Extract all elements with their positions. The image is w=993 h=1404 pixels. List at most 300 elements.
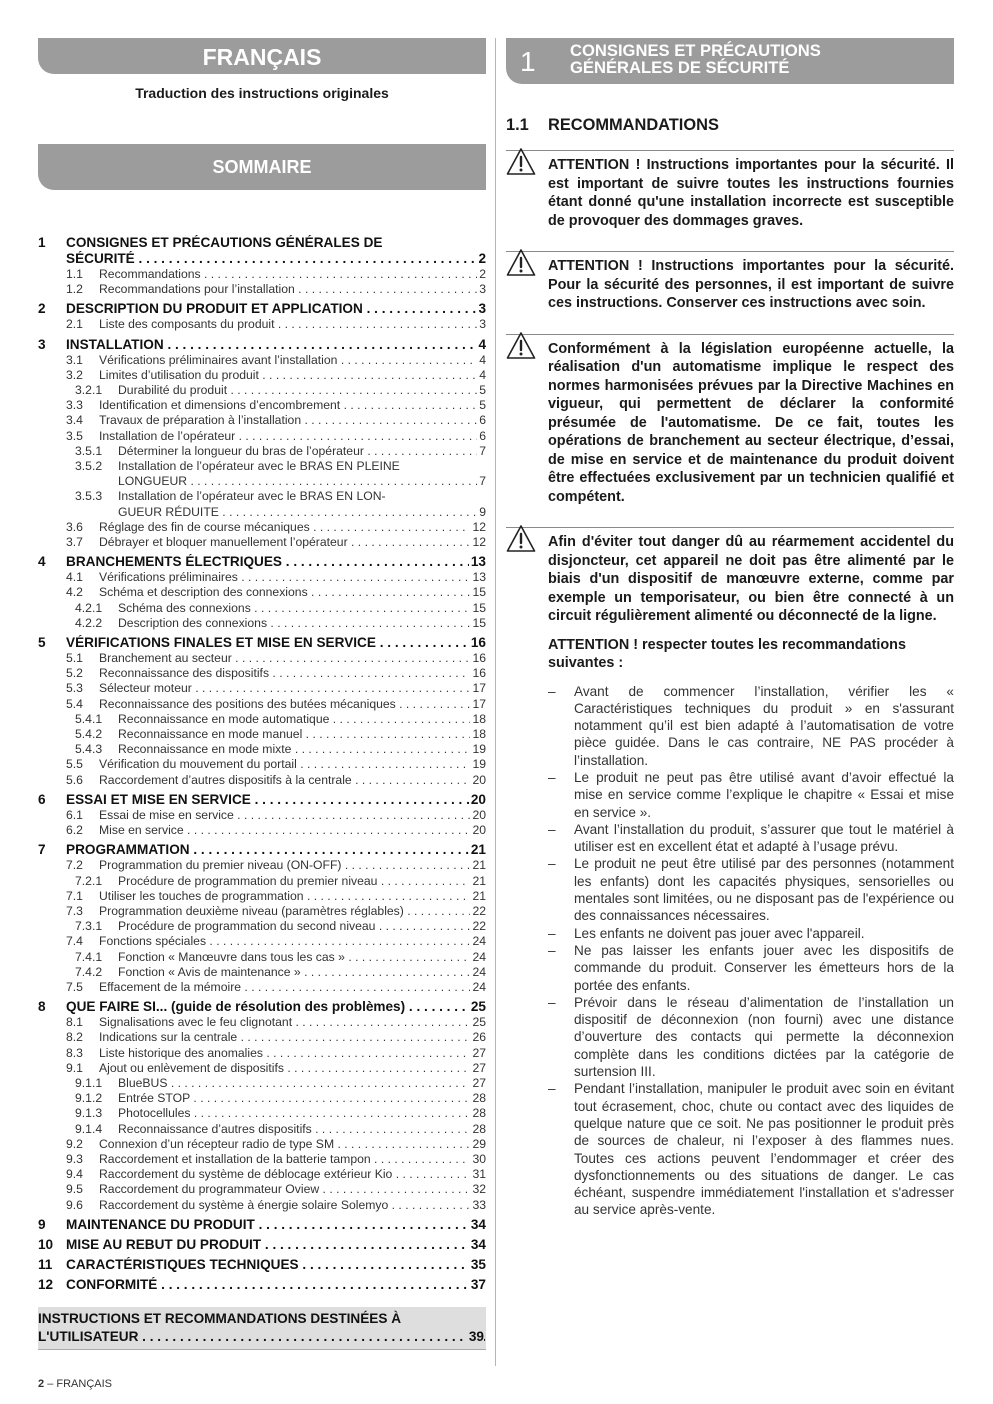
- toc-entry-page: 21: [472, 858, 486, 873]
- recommendation-item: – Ne pas laisser les enfants jouer avec les dispositifs de commande du produit. Conserver les émetteurs hors de la portée des enfants.: [548, 942, 954, 994]
- toc-entry[interactable]: [38, 757, 486, 772]
- toc-entry-number: 3.5: [66, 428, 83, 443]
- toc-entry-number: 5.4.1: [75, 711, 103, 726]
- toc-entry-number: 6.2: [66, 823, 83, 838]
- toc-entry-title: Schéma et description des connexions . . .: [99, 585, 486, 600]
- toc-entry-page: 15: [472, 585, 486, 600]
- toc-entry-number: 3.6: [66, 519, 83, 534]
- toc-entry-title: Programmation deuxième niveau (paramètres réglables) . . .: [99, 904, 486, 919]
- toc-entry-number: 5.5: [66, 757, 83, 772]
- toc-entry-title: Reconnaissance en mode automatique . . .: [118, 712, 486, 727]
- toc-entry-number: 3.4: [66, 413, 83, 428]
- toc-entry-title: Entrée STOP . . .: [118, 1091, 486, 1106]
- toc-entry-number: 7.3: [66, 903, 83, 918]
- toc-entry-number: 9.2: [66, 1136, 83, 1151]
- toc-entry[interactable]: [38, 1137, 486, 1152]
- toc-entry-title: Branchement au secteur . . .: [99, 651, 486, 666]
- toc-entry-title: Réglage des fin de course mécaniques . . .: [99, 520, 486, 535]
- toc-entry-number: 3.2: [66, 367, 83, 382]
- toc-entry-title: QUE FAIRE SI... (guide de résolution des problèmes) . . .: [66, 999, 486, 1015]
- toc-entry-title: SÉCURITÉ . . .: [66, 251, 486, 267]
- footer-page-number: 2: [38, 1378, 45, 1390]
- toc-entry-page: 26: [472, 1030, 486, 1045]
- toc-entry[interactable]: [38, 842, 486, 858]
- toc-entry-page: 27: [472, 1060, 486, 1075]
- warning-block: [506, 150, 954, 230]
- toc-entry-page: 24: [472, 949, 486, 964]
- toc-entry[interactable]: [38, 413, 486, 428]
- toc-entry[interactable]: [38, 429, 486, 444]
- user-instructions-page: 39: [466, 1328, 484, 1346]
- toc-entry-number: 5.2: [66, 666, 83, 681]
- toc-entry[interactable]: [38, 383, 486, 398]
- section-banner: [506, 38, 954, 84]
- toc-entry-page: 16: [470, 635, 486, 651]
- toc-entry-title: Effacement de la mémoire . . .: [99, 980, 486, 995]
- toc-entry-number: 3.2.1: [75, 383, 103, 398]
- toc-entry-number: 9.1.2: [75, 1091, 103, 1106]
- toc-entry-number: 7.3.1: [75, 919, 103, 934]
- toc-entry-title: Installation de l’opérateur . . .: [99, 429, 486, 444]
- toc-entry-title: MISE AU REBUT DU PRODUIT . . .: [66, 1237, 486, 1253]
- toc-entry-title: Fonctions spéciales . . .: [99, 934, 486, 949]
- toc-entry[interactable]: [38, 1091, 486, 1106]
- toc-entry-page: 37: [470, 1276, 486, 1292]
- toc-entry-page: 28: [472, 1106, 486, 1121]
- toc-entry-number: 3: [38, 336, 46, 352]
- right-column: [506, 38, 954, 1219]
- toc-entry-page: 17: [472, 681, 486, 696]
- toc-entry[interactable]: [38, 681, 486, 696]
- toc-entry-title: Fonction « Manœuvre dans tous les cas » . . .: [118, 950, 486, 965]
- toc-entry-number: 3.3: [66, 398, 83, 413]
- toc-entry-number: 1.1: [66, 267, 83, 281]
- toc-entry-title: Vérifications préliminaires avant l’installation . . .: [99, 353, 486, 368]
- toc-entry[interactable]: [38, 601, 486, 616]
- toc-entry-number: 9.1: [66, 1060, 83, 1075]
- toc-entry-title: Reconnaissance des dispositifs . . .: [99, 666, 486, 681]
- warning-triangle-icon: [506, 524, 536, 554]
- toc-entry-number: 4.2.1: [75, 600, 103, 615]
- toc-entry[interactable]: [38, 489, 486, 504]
- toc-entry-title: Raccordement du programmateur Oview . . .: [99, 1182, 486, 1197]
- toc-entry-page: 20: [472, 807, 486, 822]
- section-number: 1: [520, 46, 536, 77]
- toc-entry-number: 7: [38, 842, 46, 858]
- toc-entry-number: 7.4.1: [75, 949, 103, 964]
- toc-entry-number: 4.2.2: [75, 615, 103, 630]
- toc-entry[interactable]: [38, 585, 486, 600]
- page-footer: [38, 1378, 112, 1390]
- toc-entry-page: 28: [472, 1121, 486, 1136]
- toc-entry-title: Raccordement du système de déblocage extérieur Kio . . .: [99, 1167, 486, 1182]
- toc-entry-number: 9.1.3: [75, 1106, 103, 1121]
- section-title-line1: CONSIGNES ET PRÉCAUTIONS: [570, 41, 821, 60]
- toc-entry-page: 21: [472, 873, 486, 888]
- toc-entry-number: 1: [38, 235, 46, 250]
- toc-entry-number: 9.1.1: [75, 1075, 103, 1090]
- toc-entry[interactable]: [38, 874, 486, 889]
- toc-entry-title: Durabilité du produit . . .: [118, 383, 486, 398]
- warning-text: Conformément à la législation européenne actuelle, la réalisation d'un automatisme implique le respect des normes harmonisées prévues par la Directive Machines en vigueur, qui permettent de déclarer la conformité présumée de l'automatisme. De ce fait, toutes les opérations de branchement au secteur électrique, d’essai, de mise en service et de maintenance du produit doivent être effectuées exclusivement par un technicien qualifié et compétent.: [548, 340, 954, 505]
- warning-triangle-icon: [506, 248, 536, 278]
- toc-entry[interactable]: [38, 1106, 486, 1121]
- toc-entry[interactable]: [38, 1076, 486, 1091]
- toc-entry[interactable]: [38, 889, 486, 904]
- toc-entry-title: Schéma des connexions . . .: [118, 601, 486, 616]
- footer-language: FRANÇAIS: [56, 1378, 112, 1390]
- toc-entry-number: 3.5.2: [75, 459, 103, 474]
- toc-entry-page: 30: [472, 1151, 486, 1166]
- toc-entry-page: 20: [470, 791, 486, 807]
- toc-entry-page: 32: [472, 1182, 486, 1197]
- toc-entry[interactable]: [38, 858, 486, 873]
- recommendation-item: – Le produit ne peut pas être utilisé avant d’avoir effectué la mise en service comme l’explique le chapitre « Essai et mise en service ».: [548, 769, 954, 821]
- toc-entry-page: 21: [470, 842, 486, 858]
- toc-entry-title: Raccordement du système à énergie solaire Solemyo . . .: [99, 1198, 486, 1213]
- toc-entry-page: 25: [472, 1015, 486, 1030]
- warning-block: [506, 527, 954, 626]
- recommendation-item: – Les enfants ne doivent pas jouer avec l'appareil.: [548, 925, 954, 942]
- toc-entry-page: 15: [472, 600, 486, 615]
- toc-entry-number: 6: [38, 791, 46, 807]
- toc-entry-title: Débrayer et bloquer manuellement l’opérateur . . .: [99, 535, 486, 550]
- toc-entry-page: 3: [479, 317, 486, 332]
- toc-entry-page: 21: [472, 888, 486, 903]
- toc-entry-title: INSTALLATION . . .: [66, 337, 486, 353]
- toc-entry-number: 5.1: [66, 651, 83, 666]
- toc-entry-title: Installation de l’opérateur avec le BRAS EN PLEINE: [118, 459, 400, 474]
- toc-entry[interactable]: [38, 1182, 486, 1197]
- toc-entry-number: 10: [38, 1236, 54, 1252]
- recommendation-item: – Prévoir dans le réseau d’alimentation de l’installation un dispositif de déconnexion (non fourni) avec une distance d’ouverture des contacts qui permette la déconnexion complète dans les conditions dictées par la catégorie de surtension III.: [548, 994, 954, 1080]
- toc-entry-page: 27: [472, 1075, 486, 1090]
- recommendation-item: – Pendant l’installation, manipuler le produit avec soin en évitant tout écrasement, choc, chute ou contact avec des liquides de quelque nature que ce soit. Ne pas positionner le produit près de sources de chaleur, ni l’exposer à des flammes nues. Toutes ces actions peuvent l’endommager et créer des dysfonctionnements ou des situations de danger. Le cas échéant, suspendre immédiatement l'installation et s'adresser au service après-vente.: [548, 1080, 954, 1218]
- toc-entry[interactable]: [38, 1167, 486, 1182]
- toc-entry-number: 5.3: [66, 681, 83, 696]
- toc-entry[interactable]: [38, 474, 486, 489]
- toc-entry-number: 7.2.1: [75, 873, 103, 888]
- toc-entry-number: 3.5.3: [75, 489, 103, 504]
- toc-entry-page: 22: [472, 919, 486, 934]
- recommendations-list: [548, 683, 954, 1219]
- toc-entry[interactable]: [38, 792, 486, 808]
- toc-entry-page: 13: [472, 570, 486, 585]
- toc-entry-page: 34: [470, 1216, 486, 1232]
- toc-entry[interactable]: [38, 1277, 486, 1293]
- warnings-list: [506, 150, 954, 626]
- toc-entry-number: 7.5: [66, 979, 83, 994]
- toc-entry-page: 7: [479, 474, 486, 489]
- toc-entry[interactable]: [38, 251, 486, 267]
- toc-entry-title: Limites d’utilisation du produit . . .: [99, 368, 486, 383]
- toc-entry[interactable]: [38, 1217, 486, 1233]
- toc-entry-page: 16: [472, 666, 486, 681]
- toc-entry-number: 8.2: [66, 1030, 83, 1045]
- toc-entry-number: 2.1: [66, 317, 83, 332]
- toc-entry-title: LONGUEUR . . .: [118, 474, 486, 489]
- toc-entry[interactable]: [38, 635, 486, 651]
- toc-entry[interactable]: [38, 1198, 486, 1213]
- toc-entry-number: 3.5.1: [75, 443, 103, 458]
- toc-entry-number: 9.1.4: [75, 1121, 103, 1136]
- toc-entry-title: Utiliser les touches de programmation . . .: [99, 889, 486, 904]
- toc-entry-title: Reconnaissance d’autres dispositifs . . .: [118, 1122, 486, 1137]
- toc-entry-title: Vérification du mouvement du portail . . .: [99, 757, 486, 772]
- toc-entry-number: 7.4: [66, 934, 83, 949]
- toc-entry[interactable]: [38, 1122, 486, 1137]
- toc-entry[interactable]: [38, 919, 486, 934]
- toc-entry-page: 13: [470, 554, 486, 570]
- toc-entry[interactable]: [38, 520, 486, 535]
- toc-entry-page: 27: [472, 1045, 486, 1060]
- toc-entry-title: CONSIGNES ET PRÉCAUTIONS GÉNÉRALES DE: [66, 235, 383, 250]
- user-instructions-line2-row: [38, 1328, 486, 1346]
- toc-entry-page: 6: [479, 413, 486, 428]
- toc-entry-page: 24: [472, 964, 486, 979]
- toc-entry-title: Déterminer la longueur du bras de l’opérateur . . .: [118, 444, 486, 459]
- toc-entry[interactable]: [38, 1152, 486, 1167]
- toc-entry-page: 16: [472, 651, 486, 666]
- toc-entry-title: Procédure de programmation du premier niveau . . .: [118, 874, 486, 889]
- toc-entry[interactable]: [38, 980, 486, 995]
- toc-entry-page: 7: [479, 443, 486, 458]
- toc-entry-title: BlueBUS . . .: [118, 1076, 486, 1091]
- toc-entry-page: 12: [472, 519, 486, 534]
- subtitle: Traduction des instructions originales: [135, 85, 389, 101]
- toc-entry-title: GUEUR RÉDUITE . . .: [118, 505, 486, 520]
- toc-entry-title: CONFORMITÉ . . .: [66, 1277, 486, 1293]
- toc-entry[interactable]: [38, 353, 486, 368]
- toc-entry-page: 3: [478, 301, 486, 317]
- toc-entry-page: 4: [478, 336, 486, 352]
- toc-entry-page: 4: [479, 352, 486, 367]
- toc-entry-page: 4: [479, 367, 486, 382]
- toc-entry-page: 31: [472, 1167, 486, 1182]
- toc-entry-page: 18: [472, 711, 486, 726]
- toc-entry-title: Liste historique des anomalies . . .: [99, 1046, 486, 1061]
- toc-entry-number: 2: [38, 301, 46, 317]
- warning-text: ATTENTION ! Instructions importantes pour la sécurité. Pour la sécurité des personnes, il est important de suivre ces instructions. Conserver ces instructions avec soin.: [548, 258, 954, 311]
- subsection-title: RECOMMANDATIONS: [548, 116, 719, 134]
- toc-entry[interactable]: [38, 950, 486, 965]
- toc-entry[interactable]: [38, 570, 486, 585]
- toc-entry[interactable]: [38, 317, 486, 332]
- warning-block: [506, 251, 954, 313]
- toc-entry-number: 7.4.2: [75, 964, 103, 979]
- toc-entry[interactable]: [38, 1046, 486, 1061]
- warning-block: [506, 334, 954, 507]
- toc-entry[interactable]: [38, 651, 486, 666]
- toc-entry-page: 22: [472, 903, 486, 918]
- toc-entry[interactable]: [38, 773, 486, 788]
- section-title-line2: GÉNÉRALES DE SÉCURITÉ: [570, 58, 790, 77]
- toc-entry[interactable]: [38, 999, 486, 1015]
- toc-entry-page: 3: [479, 282, 486, 297]
- toc-entry[interactable]: [38, 267, 486, 282]
- toc-entry[interactable]: [38, 616, 486, 631]
- user-instructions-entry[interactable]: [38, 1307, 486, 1350]
- toc-entry-title: Signalisations avec le feu clignotant . . .: [99, 1015, 486, 1030]
- toc-entry-page: 24: [472, 979, 486, 994]
- toc-entry-title: Reconnaissance en mode manuel . . .: [118, 727, 486, 742]
- section-title: [570, 42, 821, 76]
- toc-entry[interactable]: [38, 1257, 486, 1273]
- toc-entry[interactable]: [38, 398, 486, 413]
- user-instructions-line2-text: L'UTILISATEUR: [38, 1328, 139, 1344]
- toc-entry[interactable]: [38, 282, 486, 297]
- subsection-heading: [506, 116, 954, 136]
- toc-entry-page: 24: [472, 934, 486, 949]
- toc-entry-title: Identification et dimensions d’encombrement . . .: [99, 398, 486, 413]
- toc-entry-number: 8: [38, 999, 46, 1015]
- toc-entry[interactable]: [38, 808, 486, 823]
- toc-entry-title: Raccordement d’autres dispositifs à la centrale . . .: [99, 773, 486, 788]
- subsection-number: 1.1: [506, 116, 529, 134]
- toc-entry-page: 5: [479, 383, 486, 398]
- toc-entry-page: 25: [470, 999, 486, 1015]
- warning-triangle-icon: [506, 331, 536, 361]
- toc-entry[interactable]: [38, 712, 486, 727]
- user-instructions-line1: INSTRUCTIONS ET RECOMMANDATIONS DESTINÉES À: [38, 1310, 402, 1326]
- toc-entry-title: Travaux de préparation à l’installation . . .: [99, 413, 486, 428]
- sommaire-banner: SOMMAIRE: [38, 144, 486, 190]
- warning-triangle-icon: [506, 147, 536, 177]
- toc-entry-number: 4.1: [66, 570, 83, 585]
- toc-entry-title: PROGRAMMATION . . .: [66, 842, 486, 858]
- toc-entry-number: 9.6: [66, 1197, 83, 1212]
- toc-entry[interactable]: [38, 727, 486, 742]
- toc-entry-page: 20: [472, 823, 486, 838]
- toc-entry-number: 5.6: [66, 772, 83, 787]
- toc-entry-title: Ajout ou enlèvement de dispositifs . . .: [99, 1061, 486, 1076]
- toc-entry-number: 3.7: [66, 535, 83, 550]
- toc-entry-title: DESCRIPTION DU PRODUIT ET APPLICATION . . .: [66, 301, 486, 317]
- language-banner: FRANÇAIS: [38, 38, 486, 74]
- toc-entry-title: Procédure de programmation du second niveau . . .: [118, 919, 486, 934]
- toc-entry[interactable]: [38, 965, 486, 980]
- toc-entry-title: Mise en service . . .: [99, 823, 486, 838]
- user-instructions-line2: [38, 1328, 486, 1346]
- toc-entry-page: 12: [472, 535, 486, 550]
- toc-entry-number: 4.2: [66, 585, 83, 600]
- toc-entry-page: 35: [470, 1256, 486, 1272]
- toc-entry-page: 29: [472, 1136, 486, 1151]
- recommendation-item: – Avant de commencer l’installation, vérifier les « Caractéristiques techniques du produit » en s'assurant notamment qu’il est bien adapté à l’automatisation de votre pièce guidée. Dans le cas contraire, NE PAS procéder à l’installation.: [548, 683, 954, 769]
- toc-entry-page: 17: [472, 696, 486, 711]
- toc-entry-page: 19: [472, 742, 486, 757]
- toc-entry[interactable]: [38, 1061, 486, 1076]
- table-of-contents: [38, 235, 486, 1293]
- toc-entry-title: Indications sur la centrale . . .: [99, 1030, 486, 1045]
- toc-entry-title: ESSAI ET MISE EN SERVICE . . .: [66, 792, 486, 808]
- left-column: [38, 38, 486, 1350]
- toc-entry[interactable]: [38, 697, 486, 712]
- toc-entry-number: 9: [38, 1216, 46, 1232]
- toc-entry-title: Programmation du premier niveau (ON-OFF) . . .: [99, 858, 486, 873]
- toc-entry-title: Fonction « Avis de maintenance » . . .: [118, 965, 486, 980]
- toc-entry-page: 2: [478, 251, 486, 266]
- toc-entry-page: 28: [472, 1091, 486, 1106]
- toc-entry-number: 5: [38, 635, 46, 651]
- recommendation-item: – Avant l’installation du produit, s’assurer que tout le matériel à utiliser est en excellent état et adapté à l’usage prévu.: [548, 821, 954, 856]
- toc-entry-title: MAINTENANCE DU PRODUIT . . .: [66, 1217, 486, 1233]
- toc-entry[interactable]: [38, 934, 486, 949]
- toc-entry[interactable]: [38, 459, 486, 474]
- toc-entry[interactable]: [38, 742, 486, 757]
- toc-entry-number: 8.1: [66, 1015, 83, 1030]
- toc-entry-title: VÉRIFICATIONS FINALES ET MISE EN SERVICE . . .: [66, 635, 486, 651]
- toc-entry-title: Connexion d’un récepteur radio de type SM . . .: [99, 1137, 486, 1152]
- toc-entry-page: 18: [472, 727, 486, 742]
- toc-entry[interactable]: [38, 444, 486, 459]
- warning-text: Afin d'éviter tout danger dû au réarmement accidentel du disjoncteur, cet appareil ne doit pas être alimenté par le biais d'un dispositif de manœuvre externe, comme par exemple un temporisateur, ou bien être connecté à un circuit régulièrement alimenté ou déconnecté de la ligne.: [548, 534, 954, 624]
- footer-separator: –: [47, 1378, 54, 1390]
- toc-entry-page: 9: [479, 504, 486, 519]
- toc-entry-title: Installation de l’opérateur avec le BRAS EN LON-: [118, 489, 386, 504]
- toc-entry-title: Vérifications préliminaires . . .: [99, 570, 486, 585]
- toc-entry-number: 9.4: [66, 1167, 83, 1182]
- toc-entry-number: 12: [38, 1276, 54, 1292]
- toc-entry[interactable]: [38, 301, 486, 317]
- toc-entry-title: Sélecteur moteur . . .: [99, 681, 486, 696]
- attention-all-heading: ATTENTION ! respecter toutes les recommandations suivantes :: [548, 636, 906, 671]
- recommendation-item: – Le produit ne peut être utilisé par des personnes (notamment les enfants) dont les capacités physiques, sensorielles ou mentales sont limitées, ou ne disposant pas de l'expérience ou des connaissances nécessaires.: [548, 855, 954, 924]
- toc-entry-title: Photocellules . . .: [118, 1106, 486, 1121]
- toc-entry[interactable]: [38, 535, 486, 550]
- toc-entry-title: Recommandations . . .: [99, 267, 486, 282]
- toc-entry-page: 5: [479, 398, 486, 413]
- toc-entry-number: 9.5: [66, 1182, 83, 1197]
- toc-entry-number: 5.4.3: [75, 742, 103, 757]
- toc-entry[interactable]: [38, 1030, 486, 1045]
- toc-entry-number: 5.4: [66, 696, 83, 711]
- toc-entry-number: 4: [38, 554, 46, 570]
- toc-entry-title: Reconnaissance des positions des butées mécaniques . . .: [99, 697, 486, 712]
- toc-entry-number: 9.3: [66, 1151, 83, 1166]
- toc-entry-number: 6.1: [66, 807, 83, 822]
- toc-entry-title: Raccordement et installation de la batterie tampon . . .: [99, 1152, 486, 1167]
- toc-entry-page: 33: [472, 1197, 486, 1212]
- toc-entry[interactable]: [38, 505, 486, 520]
- toc-entry-page: 19: [472, 757, 486, 772]
- toc-entry-page: 2: [479, 267, 486, 281]
- toc-entry-number: 8.3: [66, 1045, 83, 1060]
- toc-entry-title: Liste des composants du produit . . .: [99, 317, 486, 332]
- toc-entry[interactable]: [38, 337, 486, 353]
- toc-entry-number: 7.2: [66, 858, 83, 873]
- toc-entry-title: CARACTÉRISTIQUES TECHNIQUES . . .: [66, 1257, 486, 1273]
- toc-entry[interactable]: [38, 823, 486, 838]
- toc-entry[interactable]: [38, 1015, 486, 1030]
- toc-entry-number: 5.4.2: [75, 727, 103, 742]
- toc-entry-page: 34: [470, 1236, 486, 1252]
- toc-entry-title: Reconnaissance en mode mixte . . .: [118, 742, 486, 757]
- toc-entry[interactable]: [38, 904, 486, 919]
- toc-entry[interactable]: [38, 554, 486, 570]
- toc-entry[interactable]: [38, 1237, 486, 1253]
- toc-entry-title: BRANCHEMENTS ÉLECTRIQUES . . .: [66, 554, 486, 570]
- toc-entry-number: 7.1: [66, 888, 83, 903]
- toc-entry-number: 11: [38, 1256, 53, 1272]
- toc-entry[interactable]: [38, 666, 486, 681]
- toc-entry[interactable]: [38, 235, 486, 251]
- toc-entry-number: 1.2: [66, 282, 83, 297]
- toc-entry-title: Description des connexions . . .: [118, 616, 486, 631]
- toc-entry[interactable]: [38, 368, 486, 383]
- toc-entry-number: 3.1: [66, 352, 83, 367]
- toc-entry-page: 15: [472, 615, 486, 630]
